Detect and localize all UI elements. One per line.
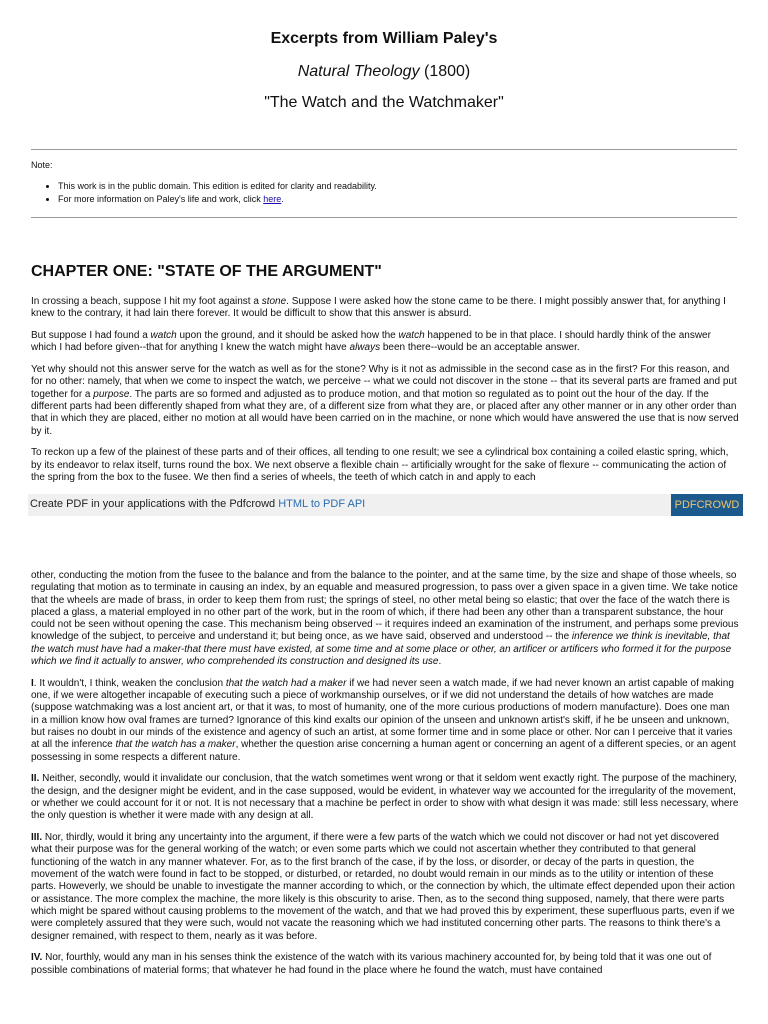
note-item-text: This work is in the public domain. This edition is edited for clarity and readability.: [58, 181, 377, 191]
essay-title: "The Watch and the Watchmaker": [264, 94, 504, 111]
text-run: .: [438, 656, 442, 668]
section-number: IV.: [31, 952, 43, 964]
emphasis: inference we think is inevitable, that the watch must have had a maker-that there must have existed, at some time and at some place or other, an artificer or artificers who formed it for the purpose which we find it actually to answer, who comprehended its construction and designed its use: [31, 631, 732, 668]
emphasis: that the watch has a maker: [115, 739, 236, 751]
divider-top: [31, 149, 737, 150]
emphasis: always: [349, 342, 381, 354]
note-item-suffix: .: [281, 194, 284, 204]
text-run: . It wouldn't, I think, weaken the conclusion: [33, 677, 226, 689]
footer-label: Create PDF in your applications with the Pdfcrowd: [30, 498, 279, 510]
book-title: [0, 63, 768, 81]
text-run: other, conducting the motion from the fusee to the balance and from the balance to the pointer, and at the same time, by the size and shape of those wheels, so regulating that motion as to terminate in causing an index, by an equable and measured progression, to pass over a given space in a given time. We take notice that the wheels are made of brass, in order to keep them from rust; the springs of steel, no other metal being so elastic; that over the face of the watch there is placed a glass, a material employed in no other part of the work, but in the room of which, if there had been any other than a transparent substance, the hour could not be seen without opening the case. This mechanism being observed -- it requires indeed an examination of the instrument, and perhaps some previous knowledge of the subject, to perceive and understand it; but being once, as we have said, observed and understood -- the: [31, 570, 739, 643]
paragraph-watch: [31, 330, 739, 355]
html-to-pdf-link[interactable]: HTML to PDF API: [278, 498, 366, 510]
note-list: [44, 180, 377, 206]
page-one-body: [31, 296, 739, 489]
book-year: (1800): [419, 63, 471, 80]
paragraph-stone: [31, 296, 739, 321]
text-run: But suppose I had found a: [31, 330, 151, 342]
emphasis: watch: [150, 330, 177, 342]
paragraph-section-2: [31, 773, 739, 822]
emphasis: stone: [261, 296, 287, 307]
page-two-body: [31, 570, 739, 1024]
note-item: [58, 193, 377, 206]
text-run: been there--would be an acceptable answer.: [380, 342, 580, 354]
section-number: I: [31, 677, 34, 689]
paragraph-section-1: [31, 678, 739, 764]
text-run: Neither, secondly, would it invalidate our conclusion, that the watch sometimes went wrong or that it seldom went exactly right. The purpose of the machinery, the design, and the designer might be evident, and in the case supposed, would be evident, in whatever way we accounted for the irregularity of the movement, or whether we could account for it or not. It is not necessary that a machine be perfect in order to show with what design it was made: still less necessary, where the only question is whether it were made with any design at all.: [31, 773, 739, 822]
text-run: . The parts are so formed and adjusted as to produce motion, and that motion so regulated as to point out the hour of the day. If the different parts had been differently shaped from what they are, of a different size from what they are, or placed after any other manner or in any other order than that in which they are placed, either no motion at all would have been carried on in the machine, or none which would have answered the use that is now served by it.: [31, 388, 739, 437]
chapter-heading: CHAPTER ONE: "STATE OF THE ARGUMENT": [31, 263, 382, 280]
book-title-italic: Natural Theology: [297, 63, 420, 80]
paragraph-purpose: [31, 364, 739, 438]
emphasis: watch: [398, 330, 425, 342]
text-run: . Suppose I were asked how the stone came to be there. I might possibly answer that, for anything I knew to the contrary, it had lain there forever. It would be difficult to show that this answer is absurd.: [31, 296, 726, 320]
text-run: upon the ground, and it should be asked how the: [176, 330, 399, 342]
text-run: , whether the question arise concerning a human agent or concerning an agent of a different species, or an agent possessing in some respects a different nature.: [31, 739, 736, 763]
text-run: Nor, thirdly, would it bring any uncertainty into the argument, if there were a few parts of the watch which we could not discover or had not yet discovered what their purpose was for the general working of the watch; or even some parts which we could not ascertain whether they contributed to that general functioning of the watch in any manner whatever. For, as to the first branch of the case, if by the loss, or disorder, or decay of the parts in question, the movement of the watch were found in fact to be stopped, or disturbed, or retarded, no doubt would remain in our minds as to the utility or intention of these parts. Howeverly, we should be unable to investigate the manner according to which, or the connection by which, the ultimate effect depended upon their action or assistance. The more complex the machine, the more likely is this obscurity to arise. Then, as to the second thing supposed, namely, that there were parts which might be spared without causing problems to the movement of the watch, and that we had proved this by experiment, these superfluous parts, even if we were completely assured that they were such, would not vacate the reasoning which we had instituted concerning other parts. The reasons to think there's a designer remained, with respect to them, nearly as it was before.: [31, 832, 735, 942]
note-item-text: For more information on Paley's life and work, click: [58, 194, 264, 204]
emphasis: that the watch had a maker: [225, 677, 347, 689]
emphasis: purpose: [93, 388, 130, 400]
page-title: Excerpts from William Paley's: [270, 30, 498, 47]
note-item: [58, 180, 377, 193]
paragraph-section-3: [31, 832, 739, 943]
paragraph-mechanism: [31, 570, 739, 668]
text-run: In crossing a beach, suppose I hit my foot against a: [31, 296, 262, 307]
section-number: II.: [31, 773, 40, 785]
text-run: happened to be in that place. I should hardly think of the answer which I had before given--that for anything I knew the watch might have: [31, 330, 711, 354]
text-run: Nor, fourthly, would any man in his senses think the existence of the watch with its various machinery accounted for, by being told that it was one out of possible combinations of material forms; that whatever he had found in the place where he found the watch, must have contained: [31, 952, 712, 976]
paragraph-parts: To reckon up a few of the plainest of these parts and of their offices, all tending to one result; we see a cylindrical box containing a coiled elastic spring, which, by its endeavor to relax itself, turns round the box. We next observe a flexible chain -- artificially wrought for the sake of flexure -- communicating the action of the spring from the box to the fusee. We then find a series of wheels, the teeth of which catch in and apply to each: [31, 447, 729, 484]
footer-text: [30, 498, 365, 510]
pdfcrowd-button[interactable]: PDFCROWD: [671, 494, 743, 516]
section-number: III.: [31, 832, 43, 844]
text-run: Yet why should not this answer serve for the watch as well as for the stone? Why is it not as admissible in the second case as in the first? For this reason, and for no other: namely, that when we come to inspect the watch, we perceive -- what we could not discover in the stone -- that its several parts are framed and put together for a: [31, 364, 737, 400]
divider-bottom: [31, 217, 737, 218]
more-info-link[interactable]: here: [263, 194, 282, 204]
note-label: Note:: [31, 160, 53, 170]
paragraph-section-4: [31, 952, 739, 977]
pdfcrowd-footer: [28, 494, 743, 516]
text-run: if we had never seen a watch made, if we had never known an artist capable of making one, if we were altogether incapable of executing such a piece of workmanship ourselves, or if we did not understand the details of how watches are made (suppose watchmaking was a lost ancient art, or that it was, to most of humanity, one of the more curious productions of modern manufacture). Does one man in a million know how oval frames are turned? Ignorance of this kind exalts our opinion of the unseen and unknown artist's skiff, if he be unseen and unknown, but raises no doubt in our minds of the existence and agency of such an artist, at some former time and in some place or other. Nor can I perceive that it varies at all the inference: [31, 677, 734, 751]
